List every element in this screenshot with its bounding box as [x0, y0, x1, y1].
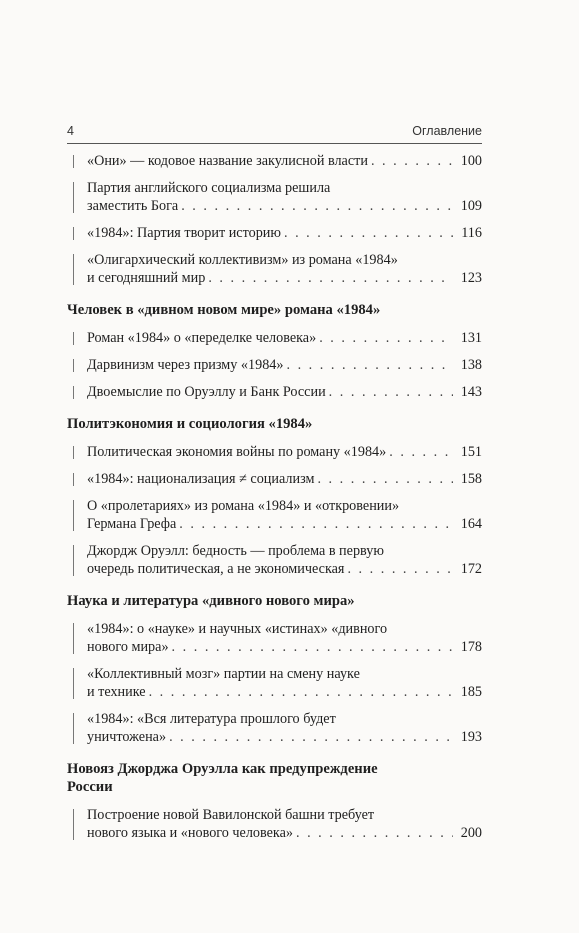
dot-leader: [317, 470, 453, 488]
toc-page-number: 200: [460, 825, 482, 841]
dot-leader: [296, 824, 453, 842]
toc-page-number: 185: [460, 684, 482, 700]
toc-entry[interactable]: [67, 497, 482, 533]
toc-entry-title: О «пролетариях» из романа «1984» и «откровении»: [87, 498, 400, 514]
toc-entry-line: [87, 179, 482, 197]
toc-section-heading: [67, 592, 482, 610]
toc-page-number: 151: [460, 444, 482, 460]
toc-page-number: 172: [460, 561, 482, 577]
toc-entry-line: [87, 542, 482, 560]
toc-page-number: 131: [460, 330, 482, 346]
header-rule: [67, 143, 482, 144]
toc-section-heading: [67, 415, 482, 433]
toc-entry-title: нового языка и «нового человека»: [87, 825, 293, 841]
toc-entry[interactable]: [67, 179, 482, 215]
toc-entry-title: уничтожена»: [87, 729, 167, 745]
dot-leader: [149, 683, 453, 701]
toc-entry-title: «Коллективный мозг» партии на смену науке: [87, 666, 360, 682]
toc-entry-title: «1984»: национализация ≠ социализм: [87, 471, 315, 487]
toc-entry[interactable]: [67, 710, 482, 746]
toc-entry-title: «Олигархический коллективизм» из романа «1984»: [87, 252, 398, 268]
toc-entry-title: «1984»: «Вся литература прошлого будет: [87, 711, 336, 727]
toc-entry[interactable]: [67, 806, 482, 842]
toc-entry[interactable]: [67, 470, 482, 488]
toc-entry-line: [87, 638, 482, 656]
section-heading-line: Новояз Джорджа Оруэлла как предупреждение: [67, 761, 378, 777]
toc-entry-title: Партия английского социализма решила: [87, 180, 331, 196]
toc-section-heading: [67, 760, 482, 796]
toc-entry-line: [87, 497, 482, 515]
dot-leader: [389, 443, 453, 461]
toc-entry[interactable]: [67, 329, 482, 347]
toc-entry-title: заместить Бога: [87, 198, 179, 214]
toc-entry-line: [87, 665, 482, 683]
toc-entry-line: [87, 710, 482, 728]
toc-entry-title: «1984»: Партия творит историю: [87, 225, 281, 241]
dot-leader: [329, 383, 453, 401]
toc-entry-line: [87, 152, 482, 170]
toc-entry-line: [87, 620, 482, 638]
toc-page-number: 178: [460, 639, 482, 655]
toc-entry-line: [87, 728, 482, 746]
toc-entry-line: [87, 329, 482, 347]
toc-entry-line: [87, 197, 482, 215]
toc-entry-title: «1984»: о «науке» и научных «истинах» «дивного: [87, 621, 388, 637]
toc-entry-title: Роман «1984» о «переделке человека»: [87, 330, 317, 346]
toc-entry-line: [87, 269, 482, 287]
toc-page-number: 143: [460, 384, 482, 400]
toc-page-number: 158: [460, 471, 482, 487]
toc-entry[interactable]: [67, 152, 482, 170]
toc-entry[interactable]: [67, 251, 482, 287]
table-of-contents: [67, 152, 482, 851]
toc-entry-line: [87, 224, 482, 242]
toc-entry-title: и технике: [87, 684, 146, 700]
dot-leader: [284, 224, 453, 242]
section-heading-line: России: [67, 779, 113, 795]
toc-entry-title: Дарвинизм через призму «1984»: [87, 357, 284, 373]
section-heading-line: Наука и литература «дивного нового мира»: [67, 593, 355, 609]
toc-entry-title: Двоемыслие по Оруэллу и Банк России: [87, 384, 326, 400]
dot-leader: [371, 152, 453, 170]
dot-leader: [319, 329, 453, 347]
running-header: [67, 124, 482, 144]
toc-entry[interactable]: [67, 383, 482, 401]
toc-entry-title: Построение новой Вавилонской башни требует: [87, 807, 375, 823]
toc-entry-title: нового мира»: [87, 639, 169, 655]
toc-section-heading: [67, 301, 482, 319]
toc-entry-line: [87, 443, 482, 461]
section-heading-line: Политэкономия и социология «1984»: [67, 416, 313, 432]
toc-page-number: 123: [460, 270, 482, 286]
dot-leader: [169, 728, 453, 746]
toc-entry[interactable]: [67, 542, 482, 578]
toc-entry[interactable]: [67, 443, 482, 461]
dot-leader: [181, 197, 453, 215]
toc-entry-title: Германа Грефа: [87, 516, 177, 532]
toc-entry[interactable]: [67, 356, 482, 374]
toc-page-number: 164: [460, 516, 482, 532]
toc-entry-line: [87, 383, 482, 401]
toc-page-number: 100: [460, 153, 482, 169]
dot-leader: [208, 269, 453, 287]
section-heading-line: Человек в «дивном новом мире» романа «1984»: [67, 302, 381, 318]
toc-entry[interactable]: [67, 620, 482, 656]
toc-entry-title: «Они» — кодовое название закулисной власти: [87, 153, 368, 169]
toc-entry[interactable]: [67, 224, 482, 242]
toc-page-number: 193: [460, 729, 482, 745]
toc-entry-title: Джордж Оруэлл: бедность — проблема в первую: [87, 543, 384, 559]
dot-leader: [179, 515, 453, 533]
toc-entry-line: [87, 683, 482, 701]
toc-entry-line: [87, 251, 482, 269]
toc-entry[interactable]: [67, 665, 482, 701]
toc-entry-line: [87, 824, 482, 842]
toc-entry-line: [87, 515, 482, 533]
dot-leader: [172, 638, 453, 656]
toc-entry-title: Политическая экономия войны по роману «1984»: [87, 444, 387, 460]
page-number: 4: [67, 124, 74, 138]
running-title: Оглавление: [412, 124, 482, 138]
toc-page-number: 116: [461, 225, 482, 241]
toc-entry-line: [87, 560, 482, 578]
dot-leader: [286, 356, 453, 374]
toc-entry-line: [87, 470, 482, 488]
toc-entry-line: [87, 806, 482, 824]
toc-entry-title: очередь политическая, а не экономическая: [87, 561, 345, 577]
toc-page-number: 109: [460, 198, 482, 214]
toc-page-number: 138: [460, 357, 482, 373]
toc-entry-title: и сегодняшний мир: [87, 270, 206, 286]
toc-entry-line: [87, 356, 482, 374]
dot-leader: [347, 560, 453, 578]
